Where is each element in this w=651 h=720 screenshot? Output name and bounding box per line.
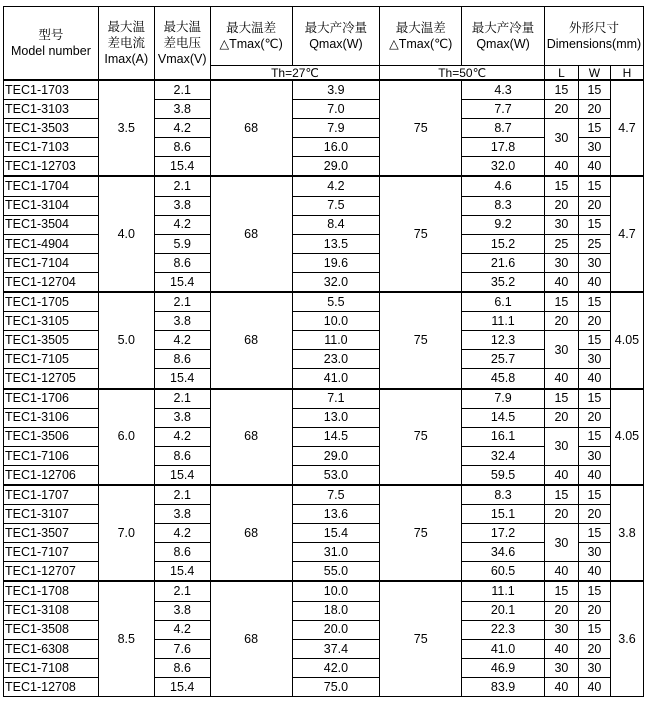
table-row (4, 581, 644, 601)
header-dimensions-cn: 外形尺寸 (568, 20, 619, 35)
qmax-50-cell: 32.4 (462, 446, 545, 465)
model-number-cell: TEC1-7106 (4, 446, 99, 465)
width-cell: 15 (578, 427, 610, 446)
qmax-50-cell: 15.1 (462, 505, 545, 524)
qmax-27-cell: 23.0 (292, 350, 380, 369)
header-qmax-27-cn: 最大产冷量 (304, 20, 368, 35)
qmax-50-cell: 16.1 (462, 427, 545, 446)
dtmax-27-cell: 68 (210, 176, 292, 292)
model-number-cell: TEC1-7103 (4, 138, 99, 157)
qmax-27-cell: 13.5 (292, 234, 380, 253)
model-number-cell: TEC1-3105 (4, 312, 99, 331)
model-number-cell: TEC1-3108 (4, 601, 99, 620)
vmax-cell: 4.2 (154, 119, 210, 138)
width-cell: 15 (578, 215, 610, 234)
length-cell: 40 (544, 272, 578, 292)
length-cell: 15 (544, 176, 578, 196)
tec-spec-table (3, 6, 644, 697)
qmax-27-cell: 10.0 (292, 312, 380, 331)
model-number-cell: TEC1-4904 (4, 234, 99, 253)
header-vmax-cn: 最大温差电压 (163, 19, 201, 50)
length-cell: 15 (544, 389, 578, 409)
model-number-cell: TEC1-3103 (4, 100, 99, 119)
qmax-50-cell: 45.8 (462, 369, 545, 389)
subheader-th-27: Th=27℃ (210, 66, 380, 81)
qmax-27-cell: 55.0 (292, 562, 380, 582)
length-cell: 30 (544, 524, 578, 562)
qmax-50-cell: 41.0 (462, 639, 545, 658)
header-imax-en: Imax(A) (104, 52, 149, 67)
qmax-27-cell: 29.0 (292, 157, 380, 177)
header-vmax-en: Vmax(V) (157, 52, 207, 67)
qmax-27-cell: 7.5 (292, 196, 380, 215)
vmax-cell: 8.6 (154, 543, 210, 562)
qmax-50-cell: 15.2 (462, 234, 545, 253)
model-number-cell: TEC1-3503 (4, 119, 99, 138)
width-cell: 15 (578, 524, 610, 543)
dtmax-50-cell: 75 (380, 80, 462, 176)
vmax-cell: 2.1 (154, 80, 210, 100)
length-cell: 30 (544, 215, 578, 234)
qmax-27-cell: 11.0 (292, 331, 380, 350)
vmax-cell: 15.4 (154, 562, 210, 582)
qmax-50-cell: 83.9 (462, 677, 545, 696)
width-cell: 40 (578, 465, 610, 485)
length-cell: 20 (544, 196, 578, 215)
qmax-50-cell: 59.5 (462, 465, 545, 485)
vmax-cell: 7.6 (154, 639, 210, 658)
width-cell: 20 (578, 505, 610, 524)
qmax-27-cell: 7.1 (292, 389, 380, 409)
width-cell: 30 (578, 350, 610, 369)
height-cell: 3.8 (610, 485, 643, 581)
qmax-50-cell: 7.7 (462, 100, 545, 119)
qmax-27-cell: 14.5 (292, 427, 380, 446)
qmax-27-cell: 13.6 (292, 505, 380, 524)
qmax-27-cell: 42.0 (292, 658, 380, 677)
model-number-cell: TEC1-7107 (4, 543, 99, 562)
table-row (4, 292, 644, 312)
qmax-27-cell: 7.5 (292, 485, 380, 505)
model-number-cell: TEC1-1703 (4, 80, 99, 100)
model-number-cell: TEC1-3507 (4, 524, 99, 543)
vmax-cell: 3.8 (154, 312, 210, 331)
qmax-50-cell: 46.9 (462, 658, 545, 677)
length-cell: 20 (544, 601, 578, 620)
header-dtmax-27-cn: 最大温差 (226, 20, 277, 35)
qmax-50-cell: 14.5 (462, 408, 545, 427)
header-qmax-50-en: Qmax(W) (476, 37, 530, 51)
model-number-cell: TEC1-12708 (4, 677, 99, 696)
subheader-height: H (610, 66, 643, 81)
dtmax-27-cell: 68 (210, 389, 292, 485)
vmax-cell: 8.6 (154, 350, 210, 369)
qmax-27-cell: 13.0 (292, 408, 380, 427)
width-cell: 15 (578, 581, 610, 601)
qmax-50-cell: 17.8 (462, 138, 545, 157)
dtmax-50-cell: 75 (380, 581, 462, 696)
width-cell: 15 (578, 485, 610, 505)
model-number-cell: TEC1-3506 (4, 427, 99, 446)
qmax-50-cell: 4.6 (462, 176, 545, 196)
model-number-cell: TEC1-7108 (4, 658, 99, 677)
qmax-27-cell: 19.6 (292, 253, 380, 272)
width-cell: 40 (578, 677, 610, 696)
header-dtmax-27 (210, 7, 292, 66)
table-row (4, 389, 644, 409)
width-cell: 20 (578, 312, 610, 331)
width-cell: 15 (578, 176, 610, 196)
vmax-cell: 8.6 (154, 138, 210, 157)
width-cell: 15 (578, 389, 610, 409)
qmax-27-cell: 75.0 (292, 677, 380, 696)
subheader-length: L (544, 66, 578, 81)
vmax-cell: 3.8 (154, 100, 210, 119)
dtmax-27-cell: 68 (210, 485, 292, 581)
length-cell: 30 (544, 427, 578, 465)
model-number-cell: TEC1-1707 (4, 485, 99, 505)
vmax-cell: 15.4 (154, 369, 210, 389)
vmax-cell: 5.9 (154, 234, 210, 253)
length-cell: 15 (544, 581, 578, 601)
height-cell: 4.7 (610, 176, 643, 292)
length-cell: 20 (544, 100, 578, 119)
vmax-cell: 15.4 (154, 157, 210, 177)
model-number-cell: TEC1-3104 (4, 196, 99, 215)
qmax-50-cell: 9.2 (462, 215, 545, 234)
header-model (4, 7, 99, 81)
qmax-27-cell: 15.4 (292, 524, 380, 543)
vmax-cell: 2.1 (154, 485, 210, 505)
dtmax-50-cell: 75 (380, 292, 462, 388)
qmax-27-cell: 3.9 (292, 80, 380, 100)
qmax-27-cell: 7.0 (292, 100, 380, 119)
width-cell: 40 (578, 562, 610, 582)
model-number-cell: TEC1-3106 (4, 408, 99, 427)
length-cell: 30 (544, 658, 578, 677)
vmax-cell: 8.6 (154, 253, 210, 272)
dtmax-50-cell: 75 (380, 176, 462, 292)
vmax-cell: 2.1 (154, 389, 210, 409)
length-cell: 20 (544, 505, 578, 524)
header-dtmax-27-en: △Tmax(℃) (219, 37, 283, 51)
model-number-cell: TEC1-12706 (4, 465, 99, 485)
vmax-cell: 8.6 (154, 446, 210, 465)
spec-table-body (4, 80, 644, 697)
width-cell: 40 (578, 369, 610, 389)
vmax-cell: 3.8 (154, 408, 210, 427)
vmax-cell: 8.6 (154, 658, 210, 677)
model-number-cell: TEC1-3505 (4, 331, 99, 350)
length-cell: 30 (544, 253, 578, 272)
width-cell: 40 (578, 157, 610, 177)
qmax-27-cell: 10.0 (292, 581, 380, 601)
vmax-cell: 15.4 (154, 272, 210, 292)
width-cell: 20 (578, 408, 610, 427)
length-cell: 25 (544, 234, 578, 253)
imax-cell: 3.5 (98, 80, 154, 176)
model-number-cell: TEC1-7105 (4, 350, 99, 369)
width-cell: 15 (578, 620, 610, 639)
length-cell: 40 (544, 562, 578, 582)
model-number-cell: TEC1-1708 (4, 581, 99, 601)
width-cell: 25 (578, 234, 610, 253)
dtmax-27-cell: 68 (210, 581, 292, 696)
length-cell: 40 (544, 639, 578, 658)
width-cell: 20 (578, 639, 610, 658)
qmax-27-cell: 4.2 (292, 176, 380, 196)
model-number-cell: TEC1-3504 (4, 215, 99, 234)
header-vmax (154, 7, 210, 81)
length-cell: 20 (544, 408, 578, 427)
length-cell: 40 (544, 369, 578, 389)
table-row (4, 80, 644, 100)
vmax-cell: 3.8 (154, 196, 210, 215)
height-cell: 3.6 (610, 581, 643, 696)
length-cell: 20 (544, 312, 578, 331)
model-number-cell: TEC1-6308 (4, 639, 99, 658)
width-cell: 30 (578, 543, 610, 562)
width-cell: 15 (578, 119, 610, 138)
qmax-27-cell: 37.4 (292, 639, 380, 658)
qmax-27-cell: 29.0 (292, 446, 380, 465)
width-cell: 15 (578, 331, 610, 350)
dtmax-27-cell: 68 (210, 292, 292, 388)
qmax-50-cell: 8.7 (462, 119, 545, 138)
length-cell: 40 (544, 465, 578, 485)
length-cell: 30 (544, 331, 578, 369)
model-number-cell: TEC1-12705 (4, 369, 99, 389)
subheader-th-50: Th=50℃ (380, 66, 545, 81)
height-cell: 4.05 (610, 292, 643, 388)
width-cell: 30 (578, 253, 610, 272)
model-number-cell: TEC1-7104 (4, 253, 99, 272)
qmax-27-cell: 5.5 (292, 292, 380, 312)
qmax-27-cell: 32.0 (292, 272, 380, 292)
qmax-50-cell: 8.3 (462, 485, 545, 505)
qmax-27-cell: 31.0 (292, 543, 380, 562)
model-number-cell: TEC1-12703 (4, 157, 99, 177)
header-qmax-50-cn: 最大产冷量 (471, 20, 535, 35)
vmax-cell: 2.1 (154, 581, 210, 601)
imax-cell: 4.0 (98, 176, 154, 292)
qmax-27-cell: 41.0 (292, 369, 380, 389)
length-cell: 15 (544, 80, 578, 100)
qmax-27-cell: 53.0 (292, 465, 380, 485)
header-qmax-27 (292, 7, 380, 66)
qmax-50-cell: 32.0 (462, 157, 545, 177)
length-cell: 30 (544, 620, 578, 639)
vmax-cell: 4.2 (154, 524, 210, 543)
vmax-cell: 2.1 (154, 292, 210, 312)
length-cell: 40 (544, 677, 578, 696)
header-imax (98, 7, 154, 81)
header-model-cn: 型号 (38, 27, 64, 42)
header-dimensions-en: Dimensions(mm) (546, 37, 642, 51)
width-cell: 15 (578, 80, 610, 100)
header-qmax-50 (462, 7, 545, 66)
qmax-27-cell: 20.0 (292, 620, 380, 639)
qmax-50-cell: 7.9 (462, 389, 545, 409)
model-number-cell: TEC1-1706 (4, 389, 99, 409)
width-cell: 20 (578, 601, 610, 620)
qmax-50-cell: 8.3 (462, 196, 545, 215)
imax-cell: 8.5 (98, 581, 154, 696)
width-cell: 30 (578, 658, 610, 677)
vmax-cell: 4.2 (154, 620, 210, 639)
dtmax-50-cell: 75 (380, 389, 462, 485)
qmax-27-cell: 18.0 (292, 601, 380, 620)
width-cell: 15 (578, 292, 610, 312)
model-number-cell: TEC1-12704 (4, 272, 99, 292)
header-imax-cn: 最大温差电流 (107, 19, 146, 50)
dtmax-50-cell: 75 (380, 485, 462, 581)
width-cell: 20 (578, 196, 610, 215)
table-row (4, 485, 644, 505)
header-qmax-27-en: Qmax(W) (309, 37, 363, 51)
header-dtmax-50-en: △Tmax(℃) (389, 37, 453, 51)
vmax-cell: 4.2 (154, 331, 210, 350)
vmax-cell: 4.2 (154, 215, 210, 234)
model-number-cell: TEC1-3508 (4, 620, 99, 639)
vmax-cell: 3.8 (154, 505, 210, 524)
header-dtmax-50-cn: 最大温差 (395, 20, 446, 35)
table-row (4, 176, 644, 196)
width-cell: 30 (578, 138, 610, 157)
header-model-en: Model number (10, 44, 91, 58)
qmax-50-cell: 34.6 (462, 543, 545, 562)
qmax-50-cell: 60.5 (462, 562, 545, 582)
header-dimensions (544, 7, 643, 66)
imax-cell: 5.0 (98, 292, 154, 388)
qmax-50-cell: 21.6 (462, 253, 545, 272)
width-cell: 30 (578, 446, 610, 465)
qmax-50-cell: 20.1 (462, 601, 545, 620)
length-cell: 40 (544, 157, 578, 177)
qmax-50-cell: 6.1 (462, 292, 545, 312)
model-number-cell: TEC1-1705 (4, 292, 99, 312)
qmax-50-cell: 25.7 (462, 350, 545, 369)
imax-cell: 6.0 (98, 389, 154, 485)
qmax-50-cell: 11.1 (462, 312, 545, 331)
imax-cell: 7.0 (98, 485, 154, 581)
qmax-50-cell: 35.2 (462, 272, 545, 292)
vmax-cell: 2.1 (154, 176, 210, 196)
length-cell: 30 (544, 119, 578, 157)
qmax-50-cell: 22.3 (462, 620, 545, 639)
qmax-27-cell: 8.4 (292, 215, 380, 234)
subheader-width: W (578, 66, 610, 81)
vmax-cell: 4.2 (154, 427, 210, 446)
qmax-27-cell: 7.9 (292, 119, 380, 138)
qmax-50-cell: 11.1 (462, 581, 545, 601)
width-cell: 40 (578, 272, 610, 292)
length-cell: 15 (544, 485, 578, 505)
model-number-cell: TEC1-12707 (4, 562, 99, 582)
qmax-50-cell: 12.3 (462, 331, 545, 350)
height-cell: 4.05 (610, 389, 643, 485)
width-cell: 20 (578, 100, 610, 119)
vmax-cell: 3.8 (154, 601, 210, 620)
length-cell: 15 (544, 292, 578, 312)
model-number-cell: TEC1-3107 (4, 505, 99, 524)
model-number-cell: TEC1-1704 (4, 176, 99, 196)
qmax-50-cell: 4.3 (462, 80, 545, 100)
vmax-cell: 15.4 (154, 465, 210, 485)
qmax-27-cell: 16.0 (292, 138, 380, 157)
header-dtmax-50 (380, 7, 462, 66)
height-cell: 4.7 (610, 80, 643, 176)
dtmax-27-cell: 68 (210, 80, 292, 176)
vmax-cell: 15.4 (154, 677, 210, 696)
qmax-50-cell: 17.2 (462, 524, 545, 543)
